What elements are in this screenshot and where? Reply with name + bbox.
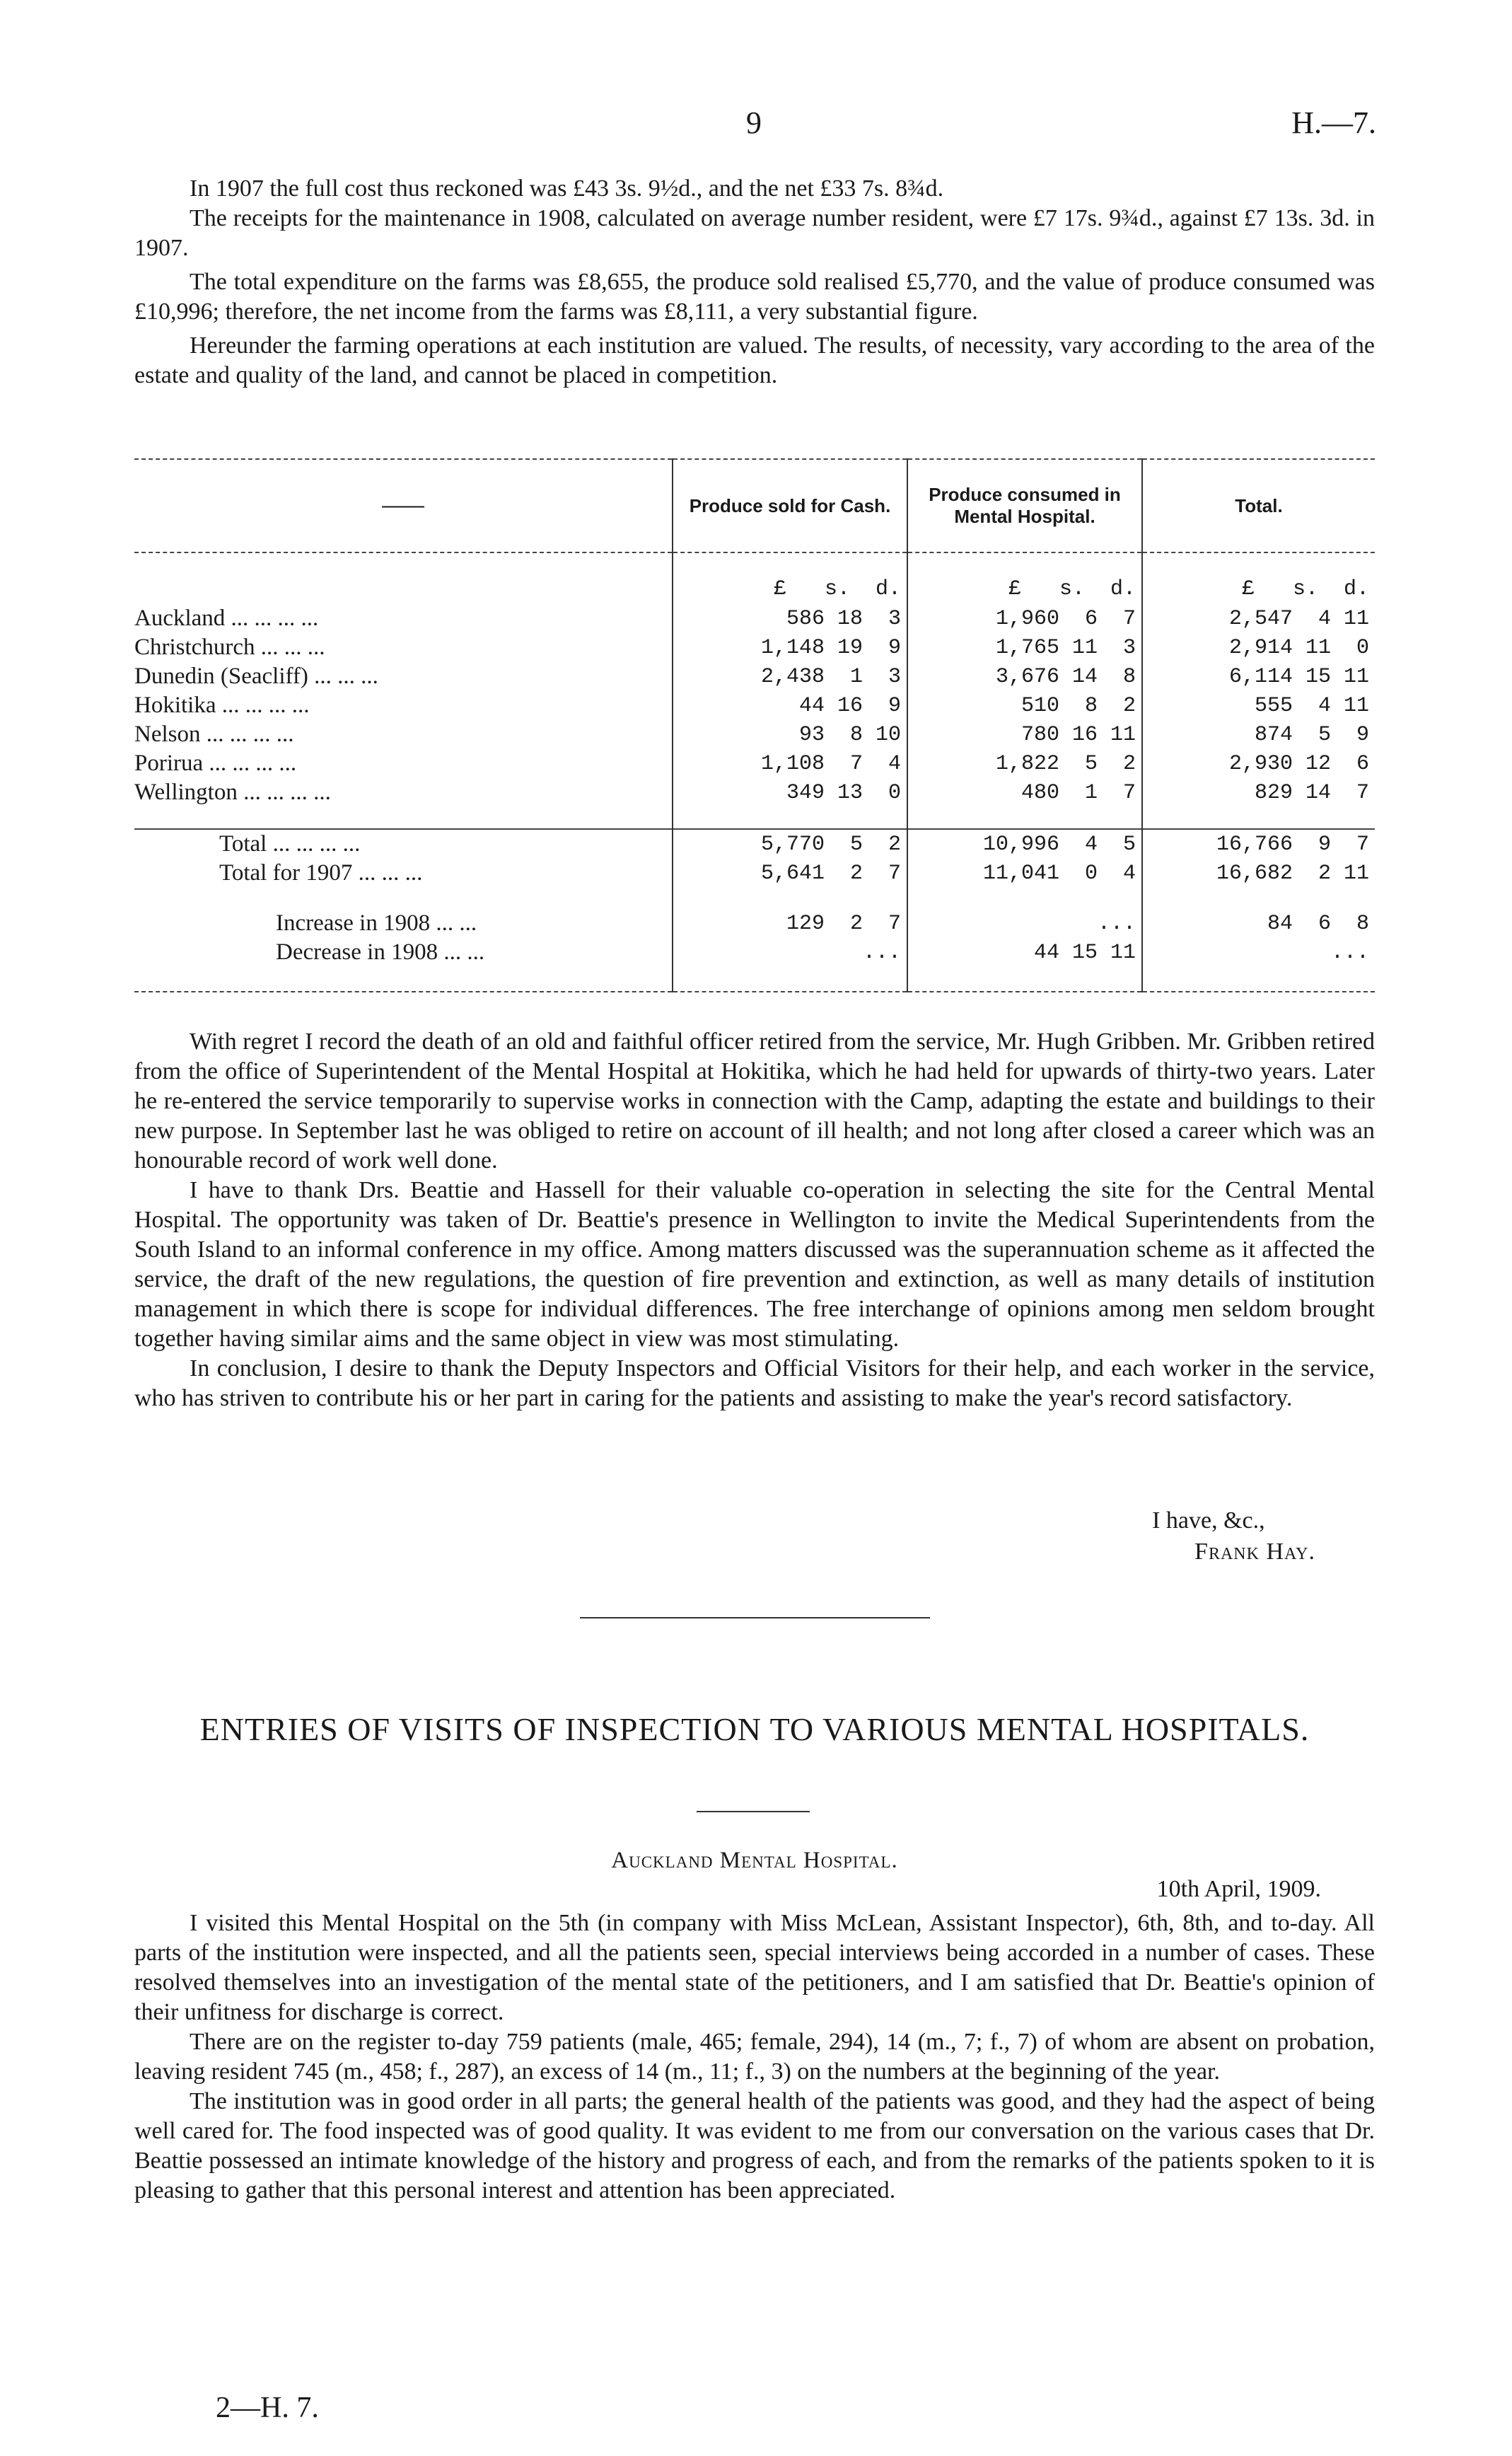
total-value: 2,930 12 6	[1142, 749, 1375, 778]
document-reference: H.—7.	[1291, 105, 1376, 140]
body-paragraph: With regret I record the death of an old and faithful officer retired from the service, Mr. Hugh Gribben. Mr. Gribben retired from the office of Superintendent of the Mental Hospital at Hokitika, which he had held for upwards of thirty-two years. Later he re-entered the service temporarily to supervise works in connection with the Camp, adapting the estate and buildings to their new purpose. In September last he was obliged to retire on account of ill health; and not long after closed a career which was an honourable record of work well done.	[134, 1029, 1375, 1174]
total-value: 6,114 15 11	[1142, 662, 1375, 691]
total-value: 829 14 7	[1142, 778, 1375, 807]
table-row	[134, 691, 1375, 720]
entry-paragraph: The institution was in good order in all parts; the general health of the patients was good, and they had the aspect of being well cared for. The food inspected was of good quality. It was evident to me from our conversation on the various cases that Dr. Beattie possessed an intimate knowledge of the history and progress of each, and from the remarks of the patients spoken to it is pleasing to gather that this personal interest and attention has been appreciated.	[134, 2088, 1375, 2203]
change-label: Increase in 1908 ... ...	[276, 910, 477, 936]
consumed-value: 1,960 6 7	[907, 604, 1142, 633]
entry-date: 10th April, 1909.	[1156, 1876, 1321, 1902]
sold-value: 349 13 0	[673, 778, 907, 807]
sold-value: 586 18 3	[673, 604, 907, 633]
table-row	[134, 778, 1375, 807]
total-label: Total for 1907 ... ... ...	[219, 860, 423, 886]
section-subtitle: Auckland Mental Hospital.	[611, 1848, 898, 1873]
change-row	[134, 909, 1375, 938]
header-blank: ——	[134, 459, 673, 552]
total-value: 874 5 9	[1142, 720, 1375, 749]
sold-value: 129 2 7	[673, 909, 907, 938]
section-title: ENTRIES OF VISITS OF INSPECTION TO VARIOUS MENTAL HOSPITALS.	[199, 1711, 1310, 1747]
units-label: £ s. d.	[907, 574, 1142, 604]
table-row	[134, 749, 1375, 778]
consumed-value: 1,822 5 2	[907, 749, 1142, 778]
total-value: 555 4 11	[1142, 691, 1375, 720]
sold-value: 2,438 1 3	[673, 662, 907, 691]
change-label: Decrease in 1908 ... ...	[276, 939, 485, 965]
intro-paragraph: The total expenditure on the farms was £8,655, the produce sold realised £5,770, and the value of produce consumed was £10,996; therefore, the net income from the farms was £8,111, a very substantial figure.	[134, 269, 1375, 325]
title-divider	[697, 1811, 810, 1812]
total-value: 2,914 11 0	[1142, 633, 1375, 662]
sold-value: ...	[673, 938, 907, 967]
institution-name: Wellington ... ... ... ...	[134, 780, 331, 805]
sold-value: 93 8 10	[673, 720, 907, 749]
signature-closing: I have, &c.,	[1152, 1507, 1265, 1534]
total-label: Total ... ... ... ...	[134, 829, 673, 859]
consumed-value: 1,765 11 3	[907, 633, 1142, 662]
report-body	[134, 1027, 1375, 1413]
table-header-row	[134, 459, 1375, 552]
institution-name: Porirua ... ... ... ...	[134, 751, 297, 776]
institution-name: Hokitika ... ... ... ...	[134, 693, 310, 718]
consumed-value: 10,996 4 5	[907, 829, 1142, 859]
total-row	[134, 859, 1375, 888]
change-row	[134, 938, 1375, 967]
total-value: 16,682 2 11	[1142, 859, 1375, 888]
consumed-value: 44 15 11	[907, 938, 1142, 967]
sold-value: 1,148 19 9	[673, 633, 907, 662]
intro-paragraph: In 1907 the full cost thus reckoned was £43 3s. 9½d., and the net £33 7s. 8¾d.	[190, 175, 944, 202]
consumed-value: 510 8 2	[907, 691, 1142, 720]
institution-name: Dunedin (Seacliff) ... ... ...	[134, 664, 378, 689]
farm-results-table	[134, 458, 1375, 992]
body-paragraph: I have to thank Drs. Beattie and Hassell for their valuable co-operation in selecting the site for the Central Mental Hospital. The opportunity was taken of Dr. Beattie's presence in Wellington to invite the Medical Superintendents from the South Island to an informal conference in my office. Among matters discussed was the superannuation scheme as it affected the service, the draft of the new regulations, the question of fire prevention and extinction, as well as many details of institution management in which there is scope for individual differences. The free interchange of opinions among men seldom brought together having similar aims and the same object in view was most stimulating.	[134, 1177, 1375, 1352]
intro-paragraph: The receipts for the maintenance in 1908, calculated on average number resident, were £7 17s. 9¾d., against £7 13s. 3d. in 1907.	[134, 205, 1375, 261]
institution-name: Nelson ... ... ... ...	[134, 722, 294, 747]
total-row	[134, 829, 1375, 859]
table-row	[134, 604, 1375, 633]
entry-paragraph: There are on the register to-day 759 patients (male, 465; female, 294), 14 (m., 7; f., 7) of whom are absent on probation, leaving resident 745 (m., 458; f., 287), an excess of 14 (m., 11; f., 3) on the numbers at the beginning of the year.	[134, 2029, 1375, 2085]
units-label: £ s. d.	[1142, 574, 1375, 604]
total-value: ...	[1142, 938, 1375, 967]
page-footer: 2—H. 7.	[216, 2392, 319, 2424]
body-paragraph: In conclusion, I desire to thank the Deputy Inspectors and Official Visitors for their help, and each worker in the service, who has striven to contribute his or her part in caring for the patients and assisting to make the year's record satisfactory.	[134, 1355, 1375, 1411]
page-number: 9	[746, 105, 762, 140]
sold-value: 5,641 2 7	[673, 859, 907, 888]
inspection-entry	[134, 1908, 1375, 2206]
consumed-value: 11,041 0 4	[907, 859, 1142, 888]
sold-value: 1,108 7 4	[673, 749, 907, 778]
signature-block	[1152, 1505, 1315, 1568]
table-row	[134, 720, 1375, 749]
intro-paragraph: Hereunder the farming operations at each institution are valued. The results, of necessity, vary according to the area of the estate and quality of the land, and cannot be placed in competition.	[134, 332, 1375, 388]
consumed-value: 780 16 11	[907, 720, 1142, 749]
table-row	[134, 662, 1375, 691]
signature-name: Frank Hay.	[1194, 1539, 1315, 1565]
total-value: 2,547 4 11	[1142, 604, 1375, 633]
units-row	[134, 574, 1375, 604]
header-total: Total.	[1142, 459, 1375, 552]
institution-name: Auckland ... ... ... ...	[134, 606, 319, 631]
intro-text	[134, 174, 1375, 390]
total-value: 84 6 8	[1142, 909, 1375, 938]
institution-name: Christchurch ... ... ...	[134, 635, 325, 660]
consumed-value: 3,676 14 8	[907, 662, 1142, 691]
header-produce-consumed: Produce consumed in Mental Hospital.	[907, 459, 1142, 552]
units-label: £ s. d.	[673, 574, 907, 604]
consumed-value: 480 1 7	[907, 778, 1142, 807]
header-produce-sold: Produce sold for Cash.	[673, 459, 907, 552]
table-row	[134, 633, 1375, 662]
section-divider	[580, 1617, 930, 1618]
sold-value: 44 16 9	[673, 691, 907, 720]
sold-value: 5,770 5 2	[673, 829, 907, 859]
total-value: 16,766 9 7	[1142, 829, 1375, 859]
consumed-value: ...	[907, 909, 1142, 938]
entry-paragraph: I visited this Mental Hospital on the 5th (in company with Miss McLean, Assistant Inspector), 6th, 8th, and to-day. All parts of the institution were inspected, and all the patients seen, special interviews being accorded in a number of cases. These resolved themselves into an investigation of the mental state of the petitioners, and I am satisfied that Dr. Beattie's opinion of their unfitness for discharge is correct.	[134, 1910, 1375, 2025]
